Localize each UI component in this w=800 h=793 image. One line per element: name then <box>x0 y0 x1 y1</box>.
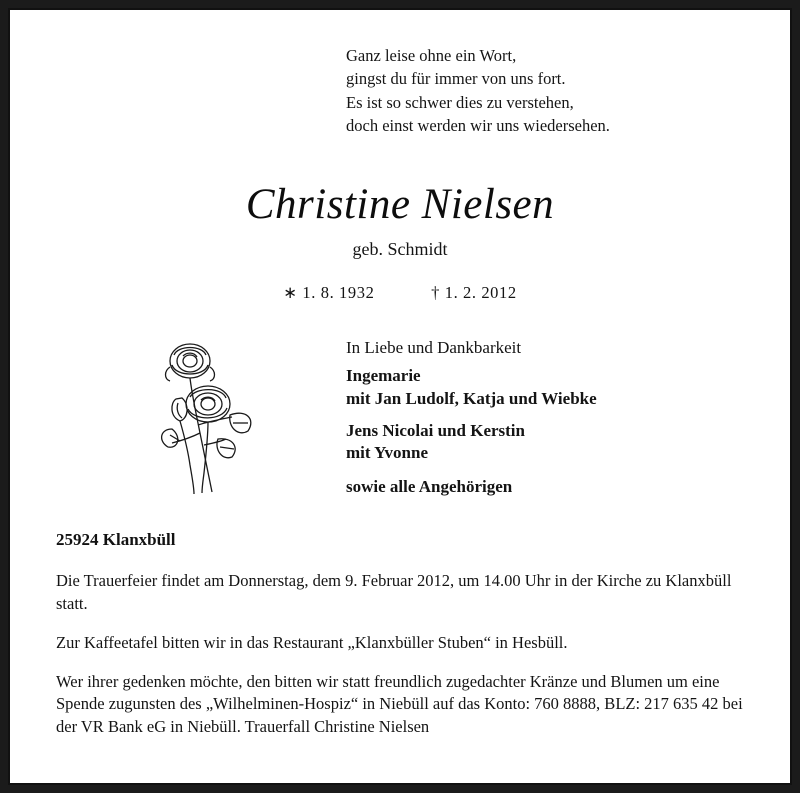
dedication-text: In Liebe und Dankbarkeit <box>346 337 522 357</box>
birth-date: ∗ 1. 8. 1932 <box>283 282 375 302</box>
poem-block <box>346 44 744 138</box>
mourners-block <box>346 337 744 499</box>
mourner-5: sowie alle Angehörigen <box>346 476 513 496</box>
death-date: † 1. 2. 2012 <box>431 282 517 302</box>
mourner-1: Ingemarie <box>346 366 421 386</box>
life-dates <box>56 283 744 303</box>
rose-illustration-icon <box>156 337 266 497</box>
poem-line-4: doch einst werden wir uns wiedersehen. <box>346 116 610 136</box>
obituary-content <box>10 10 790 783</box>
reception-info-paragraph: Zur Kaffeetafel bitten wir in das Restaurant „Klanxbüller Stuben“ in Hesbüll. <box>56 632 568 652</box>
poem-line-1: Ganz leise ohne ein Wort, <box>346 46 517 65</box>
mourner-4: mit Yvonne <box>346 443 429 463</box>
poem-line-3: Es ist so schwer dies zu verstehen, <box>346 92 574 112</box>
mourner-3: Jens Nicolai und Kerstin <box>346 420 525 440</box>
funeral-info-paragraph: Die Trauerfeier findet am Donnerstag, dem 9. Februar 2012, um 14.00 Uhr in der Kirche zu Klanxbüll statt. <box>56 571 732 614</box>
place-line: 25924 Klanxbüll <box>56 530 176 550</box>
middle-block <box>56 337 744 499</box>
donation-info-paragraph: Wer ihrer gedenken möchte, den bitten wir statt freundlich zugedachter Kränze und Blumen um eine Spende zugunsten des „Wilhelminen-Hospiz“ in Niebüll auf das Konto: 760 8888, BLZ: 217 635 42 bei der VR Bank eG in Niebüll. Trauerfall Christine Nielsen <box>56 671 743 737</box>
poem-line-2: gingst du für immer von uns fort. <box>346 69 566 89</box>
deceased-name: Christine Nielsen <box>245 180 555 228</box>
obituary-border-frame <box>8 8 792 785</box>
mourner-2: mit Jan Ludolf, Katja und Wiebke <box>346 388 597 408</box>
maiden-name: geb. Schmidt <box>352 238 448 259</box>
